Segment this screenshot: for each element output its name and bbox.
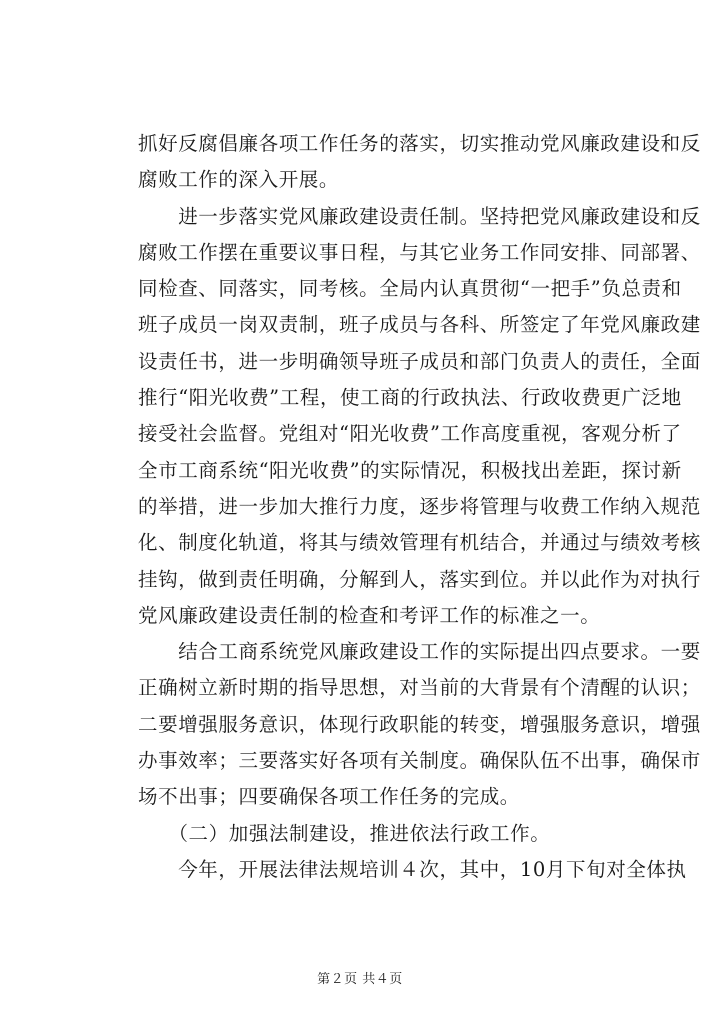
text-line: 的举措，进一步加大推行力度，逐步将管理与收费工作纳入规范 [138,494,701,518]
section-heading: （二）加强法制建设，推进依法行政工作。 [138,821,551,845]
text-line: 正确树立新时期的指导思想，对当前的大背景有个清醒的认识； [138,676,701,700]
text-line: 化、制度化轨道，将其与绩效管理有机结合，并通过与绩效考核 [138,531,701,555]
document-body [138,126,701,888]
text-line: 进一步落实党风廉政建设责任制。坚持把党风廉政建设和反 [138,204,701,228]
text-line: 腐败工作摆在重要议事日程，与其它业务工作同安排、同部署、 [138,240,701,264]
text-line: 办事效率；三要落实好各项有关制度。确保队伍不出事，确保市 [138,749,701,773]
text-line: 挂钩，做到责任明确，分解到人，落实到位。并以此作为对执行 [138,567,701,591]
text-line: 推行“阳光收费”工程，使工商的行政执法、行政收费更广泛地 [138,386,682,410]
text-line: 班子成员一岗双责制，班子成员与各科、所签定了年党风廉政建 [138,313,701,337]
text-line: 党风廉政建设责任制的检查和考评工作的标准之一。 [138,603,601,627]
text-line: 接受社会监督。党组对“阳光收费”工作高度重视，客观分析了 [138,422,682,446]
text-line: 结合工商系统党风廉政建设工作的实际提出四点要求。一要 [138,640,701,664]
text-line: 腐败工作的深入开展。 [138,168,340,192]
text-line: 抓好反腐倡廉各项工作任务的落实，切实推动党风廉政建设和反 [138,132,701,155]
text-line: 同检查、同落实，同考核。全局内认真贯彻“一把手”负总责和 [138,277,682,301]
page-number-footer: 第２页 共４页 [317,972,403,987]
text-line: 今年，开展法律法规培训４次，其中，10月下旬对全体执 [138,857,687,881]
text-line: 二要增强服务意识，体现行政职能的转变，增强服务意识，增强 [138,712,701,736]
text-line: 全市工商系统“阳光收费”的实际情况，积极找出差距，探讨新 [138,458,682,482]
text-line: 设责任书，进一步明确领导班子成员和部门负责人的责任，全面 [138,349,701,373]
text-line: 场不出事；四要确保各项工作任务的完成。 [138,785,520,809]
